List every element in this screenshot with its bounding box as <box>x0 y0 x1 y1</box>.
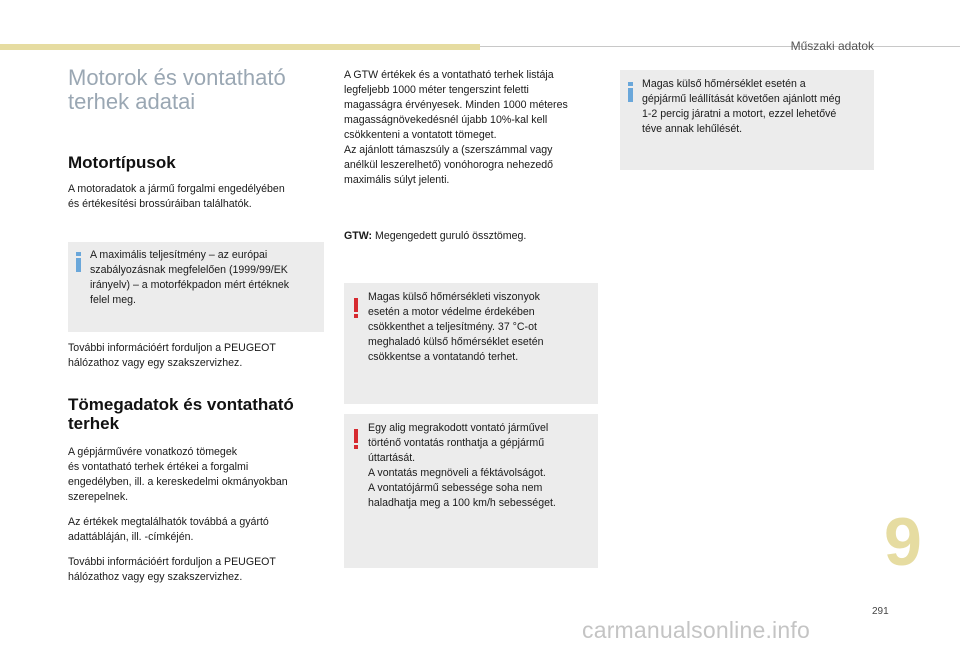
gtw-text: Megengedett guruló össztömeg. <box>372 230 527 242</box>
page-title: Motorok és vontatható terhek adatai <box>68 65 286 114</box>
weights-paragraph-3: További információért forduljon a PEUGEOT hálózathoz vagy egy szakszervizhez. <box>68 556 276 583</box>
info-icon <box>627 82 635 102</box>
info-box-power-text: A maximális teljesítmény – az európai szabályozásnak megfelelően (1999/99/EK irányelv) – a motorfékpadon mért értéknek felel meg. <box>90 249 290 306</box>
gtw-paragraph: A GTW értékek és a vontatható terhek listája legfeljebb 1000 méter tengerszint feletti magasságra érvényesek. Minden 1000 méteres magasságnövekedésnél újabb 10%-kal kell csökkenteni a vontatott tömeget. Az ajánlott támaszsúly a (szerszámmal vagy anélkül leszerelhető) vonóhorogra nehezedő maximális súlyt jelenti. <box>344 69 568 186</box>
info-box-cooling-text: Magas külső hőmérséklet esetén a gépjármű leállítását követően ajánlott még 1-2 percig járatni a motort, ezzel lehetővé téve annak lehűlését. <box>642 78 841 135</box>
chapter-number: 9 <box>884 504 922 580</box>
weights-paragraph-2: Az értékek megtalálhatók továbbá a gyártó adattábláján, ill. -címkéjén. <box>68 516 269 543</box>
weights-paragraph-1: A gépjárművére vonatkozó tömegek és vontatható terhek értékei a forgalmi engedélyben, ill. a kereskedelmi okmányokban szerepelnek. <box>68 446 288 503</box>
engine-types-paragraph: A motoradatok a jármű forgalmi engedélyében és értékesítési brossúráiban találhatók. <box>68 183 285 210</box>
page-number: 291 <box>872 606 889 617</box>
column-middle <box>344 68 600 568</box>
watermark: carmanualsonline.info <box>582 617 810 643</box>
column-right <box>620 70 874 170</box>
gtw-label: GTW: <box>344 230 373 242</box>
warning-box-temperature-text: Magas külső hőmérsékleti viszonyok esetén a motor védelme érdekében csökkenthet a teljesítmény. 37 °C-ot meghaladó külső hőmérséklet esetén csökkentse a vontatandó terhet. <box>368 291 544 363</box>
info-box-cooling <box>620 70 874 170</box>
more-info-paragraph-1: További információért forduljon a PEUGEOT hálózathoz vagy egy szakszervizhez. <box>68 342 276 369</box>
column-left <box>68 66 324 585</box>
warning-box-towing-text: Egy alig megrakodott vontató járművel történő vontatás ronthatja a gépjármű úttartását. A vontatás megnöveli a féktávolságot. A vontatójármű sebessége soha nem haladhatja meg a 100 km/h sebességet. <box>368 422 556 509</box>
warning-box-towing <box>344 414 598 568</box>
info-icon <box>75 252 83 272</box>
header-rule <box>480 46 960 47</box>
info-box-power <box>68 242 324 332</box>
gtw-definition <box>344 229 600 244</box>
warning-box-temperature <box>344 283 598 404</box>
engine-types-heading: Motortípusok <box>68 153 176 172</box>
warning-icon <box>352 429 360 449</box>
section-header: Műszaki adatok <box>790 39 874 53</box>
warning-icon <box>352 298 360 318</box>
header-accent-bar <box>0 44 480 50</box>
weights-heading: Tömegadatok és vontatható terhek <box>68 395 294 433</box>
